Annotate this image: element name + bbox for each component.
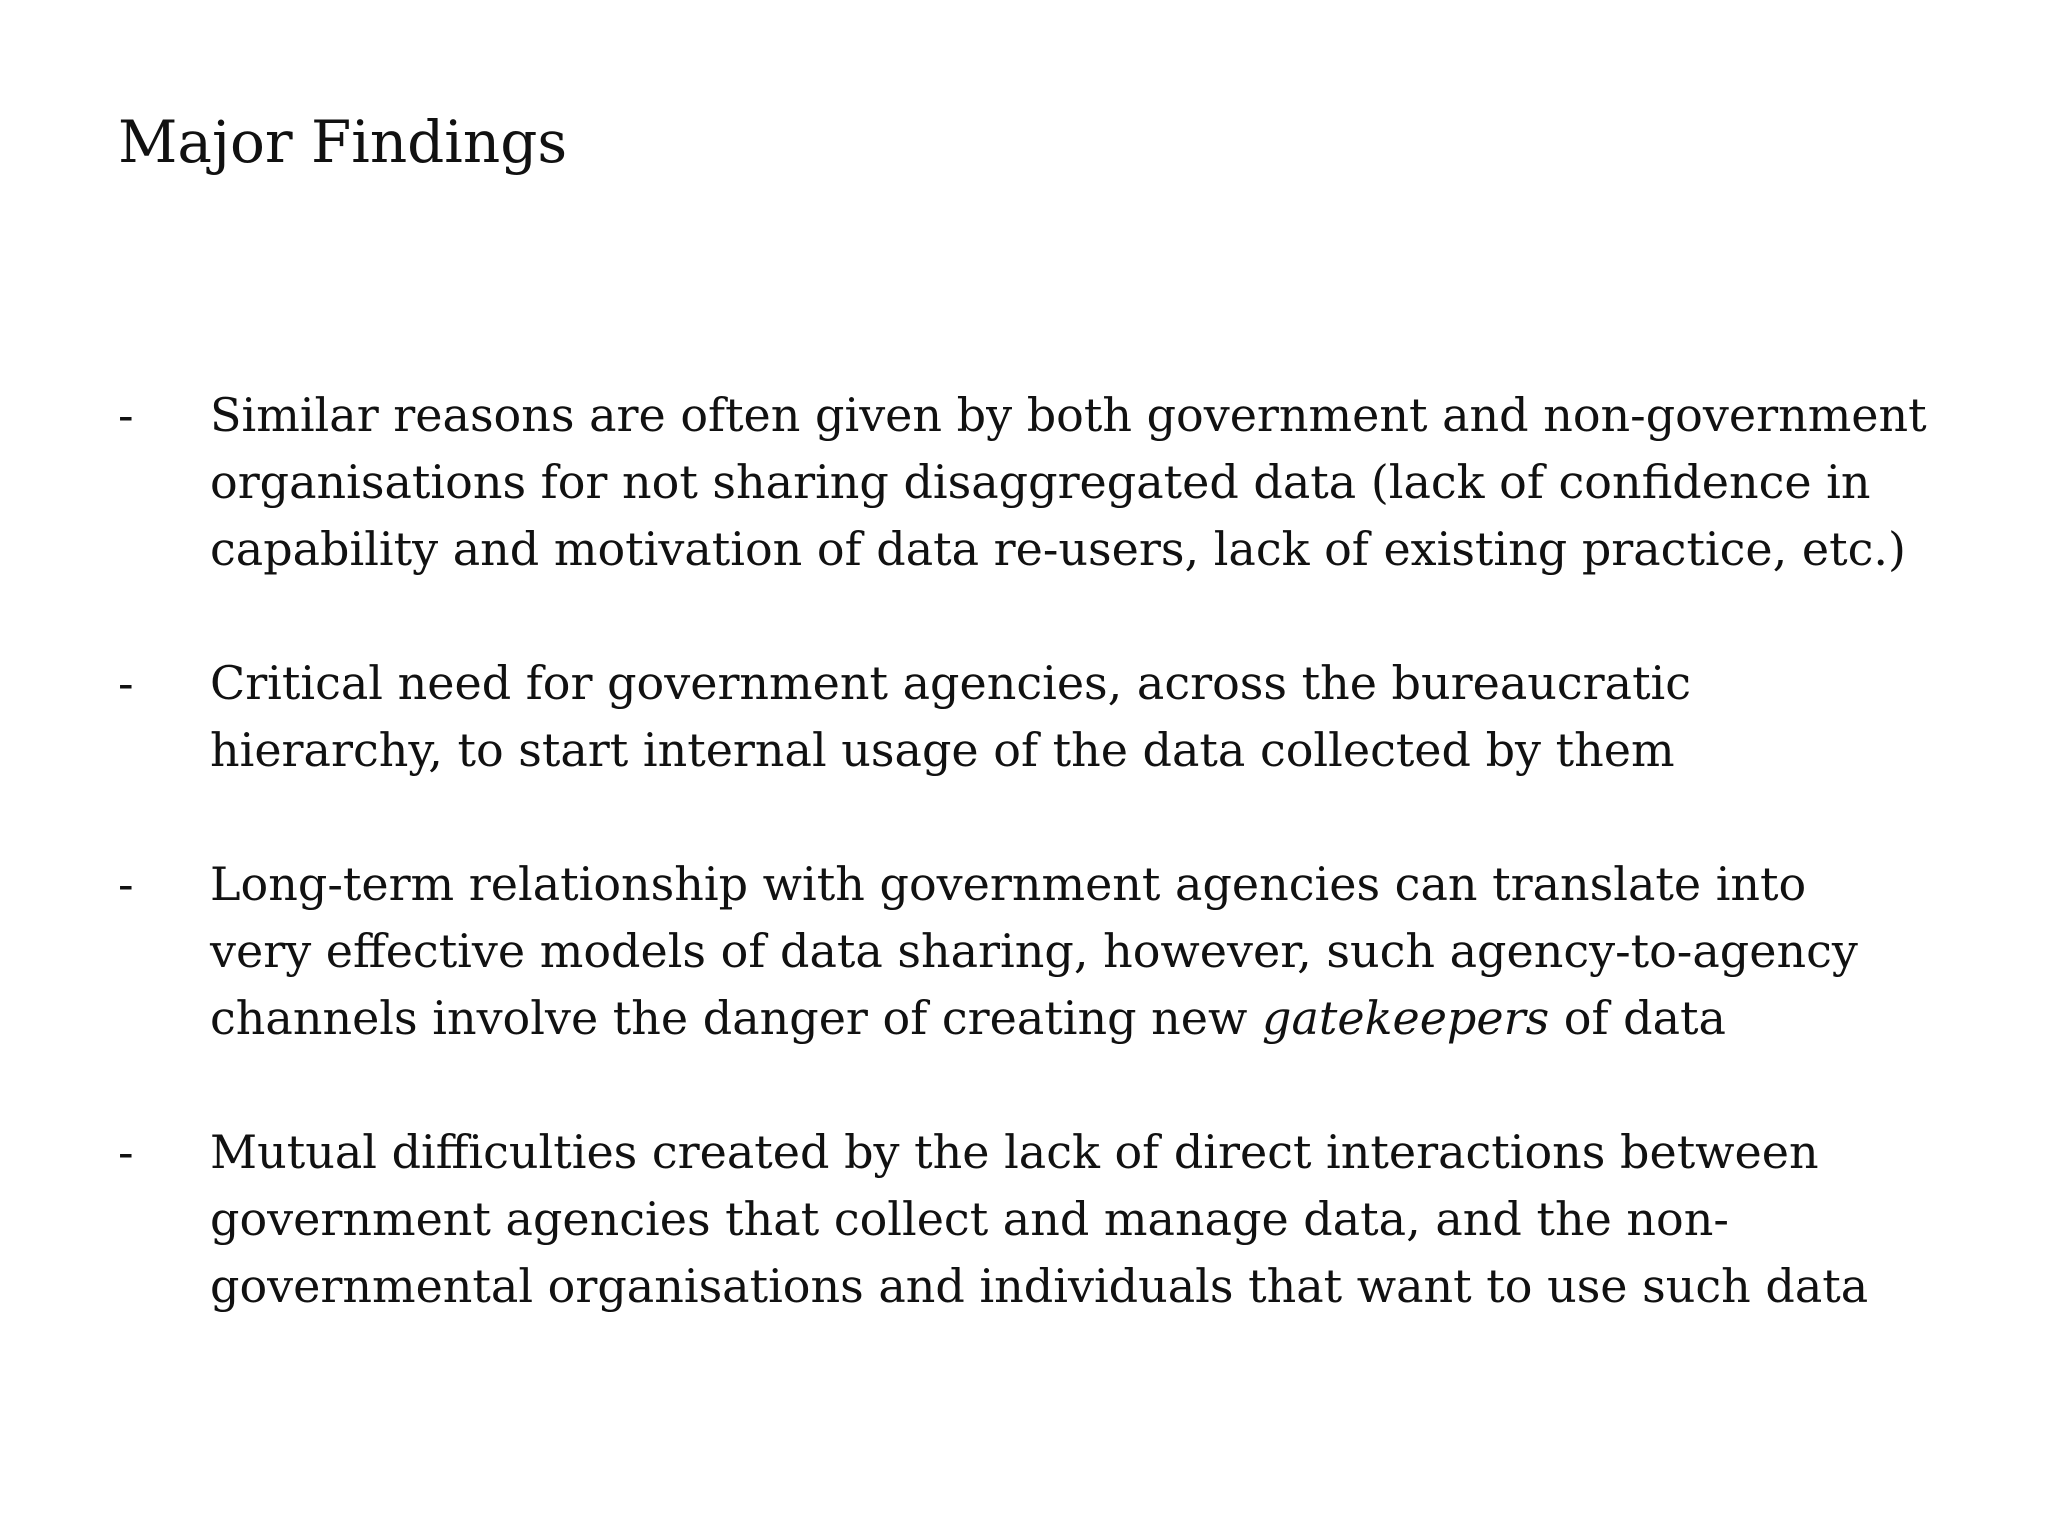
bullet-text-after: of data (1549, 991, 1726, 1045)
bullet-line: governmental organisations and individuals that want to use such data (210, 1259, 1869, 1313)
bullet-line: Critical need for government agencies, across the bureaucratic (210, 656, 1692, 710)
bullet-line: hierarchy, to start internal usage of the data collected by them (210, 723, 1675, 777)
bullet-text-italic: gatekeepers (1262, 991, 1550, 1045)
bullet-marker: - (118, 388, 134, 442)
bullet-line: Mutual difficulties created by the lack of direct interactions between (210, 1125, 1819, 1179)
bullet-line: Similar reasons are often given by both government and non-government (210, 388, 1927, 442)
list-item (118, 650, 1998, 784)
bullet-marker: - (118, 857, 134, 911)
page-title: Major Findings (118, 108, 568, 176)
list-item (118, 1119, 1998, 1320)
list-item (118, 851, 1998, 1052)
bullet-line: Long-term relationship with government agencies can translate into (210, 857, 1807, 911)
bullet-text-before: channels involve the danger of creating new (210, 991, 1263, 1045)
bullet-marker: - (118, 1125, 134, 1179)
bullet-marker: - (118, 656, 134, 710)
bullet-line (210, 985, 1998, 1052)
bullet-line: very effective models of data sharing, however, such agency-to-agency (210, 924, 1858, 978)
bullet-line: capability and motivation of data re-users, lack of existing practice, etc.) (210, 522, 1906, 576)
bullet-line: government agencies that collect and manage data, and the non- (210, 1192, 1729, 1246)
bullet-line: organisations for not sharing disaggregated data (lack of confidence in (210, 455, 1871, 509)
findings-list (118, 382, 1998, 1387)
list-item (118, 382, 1998, 583)
